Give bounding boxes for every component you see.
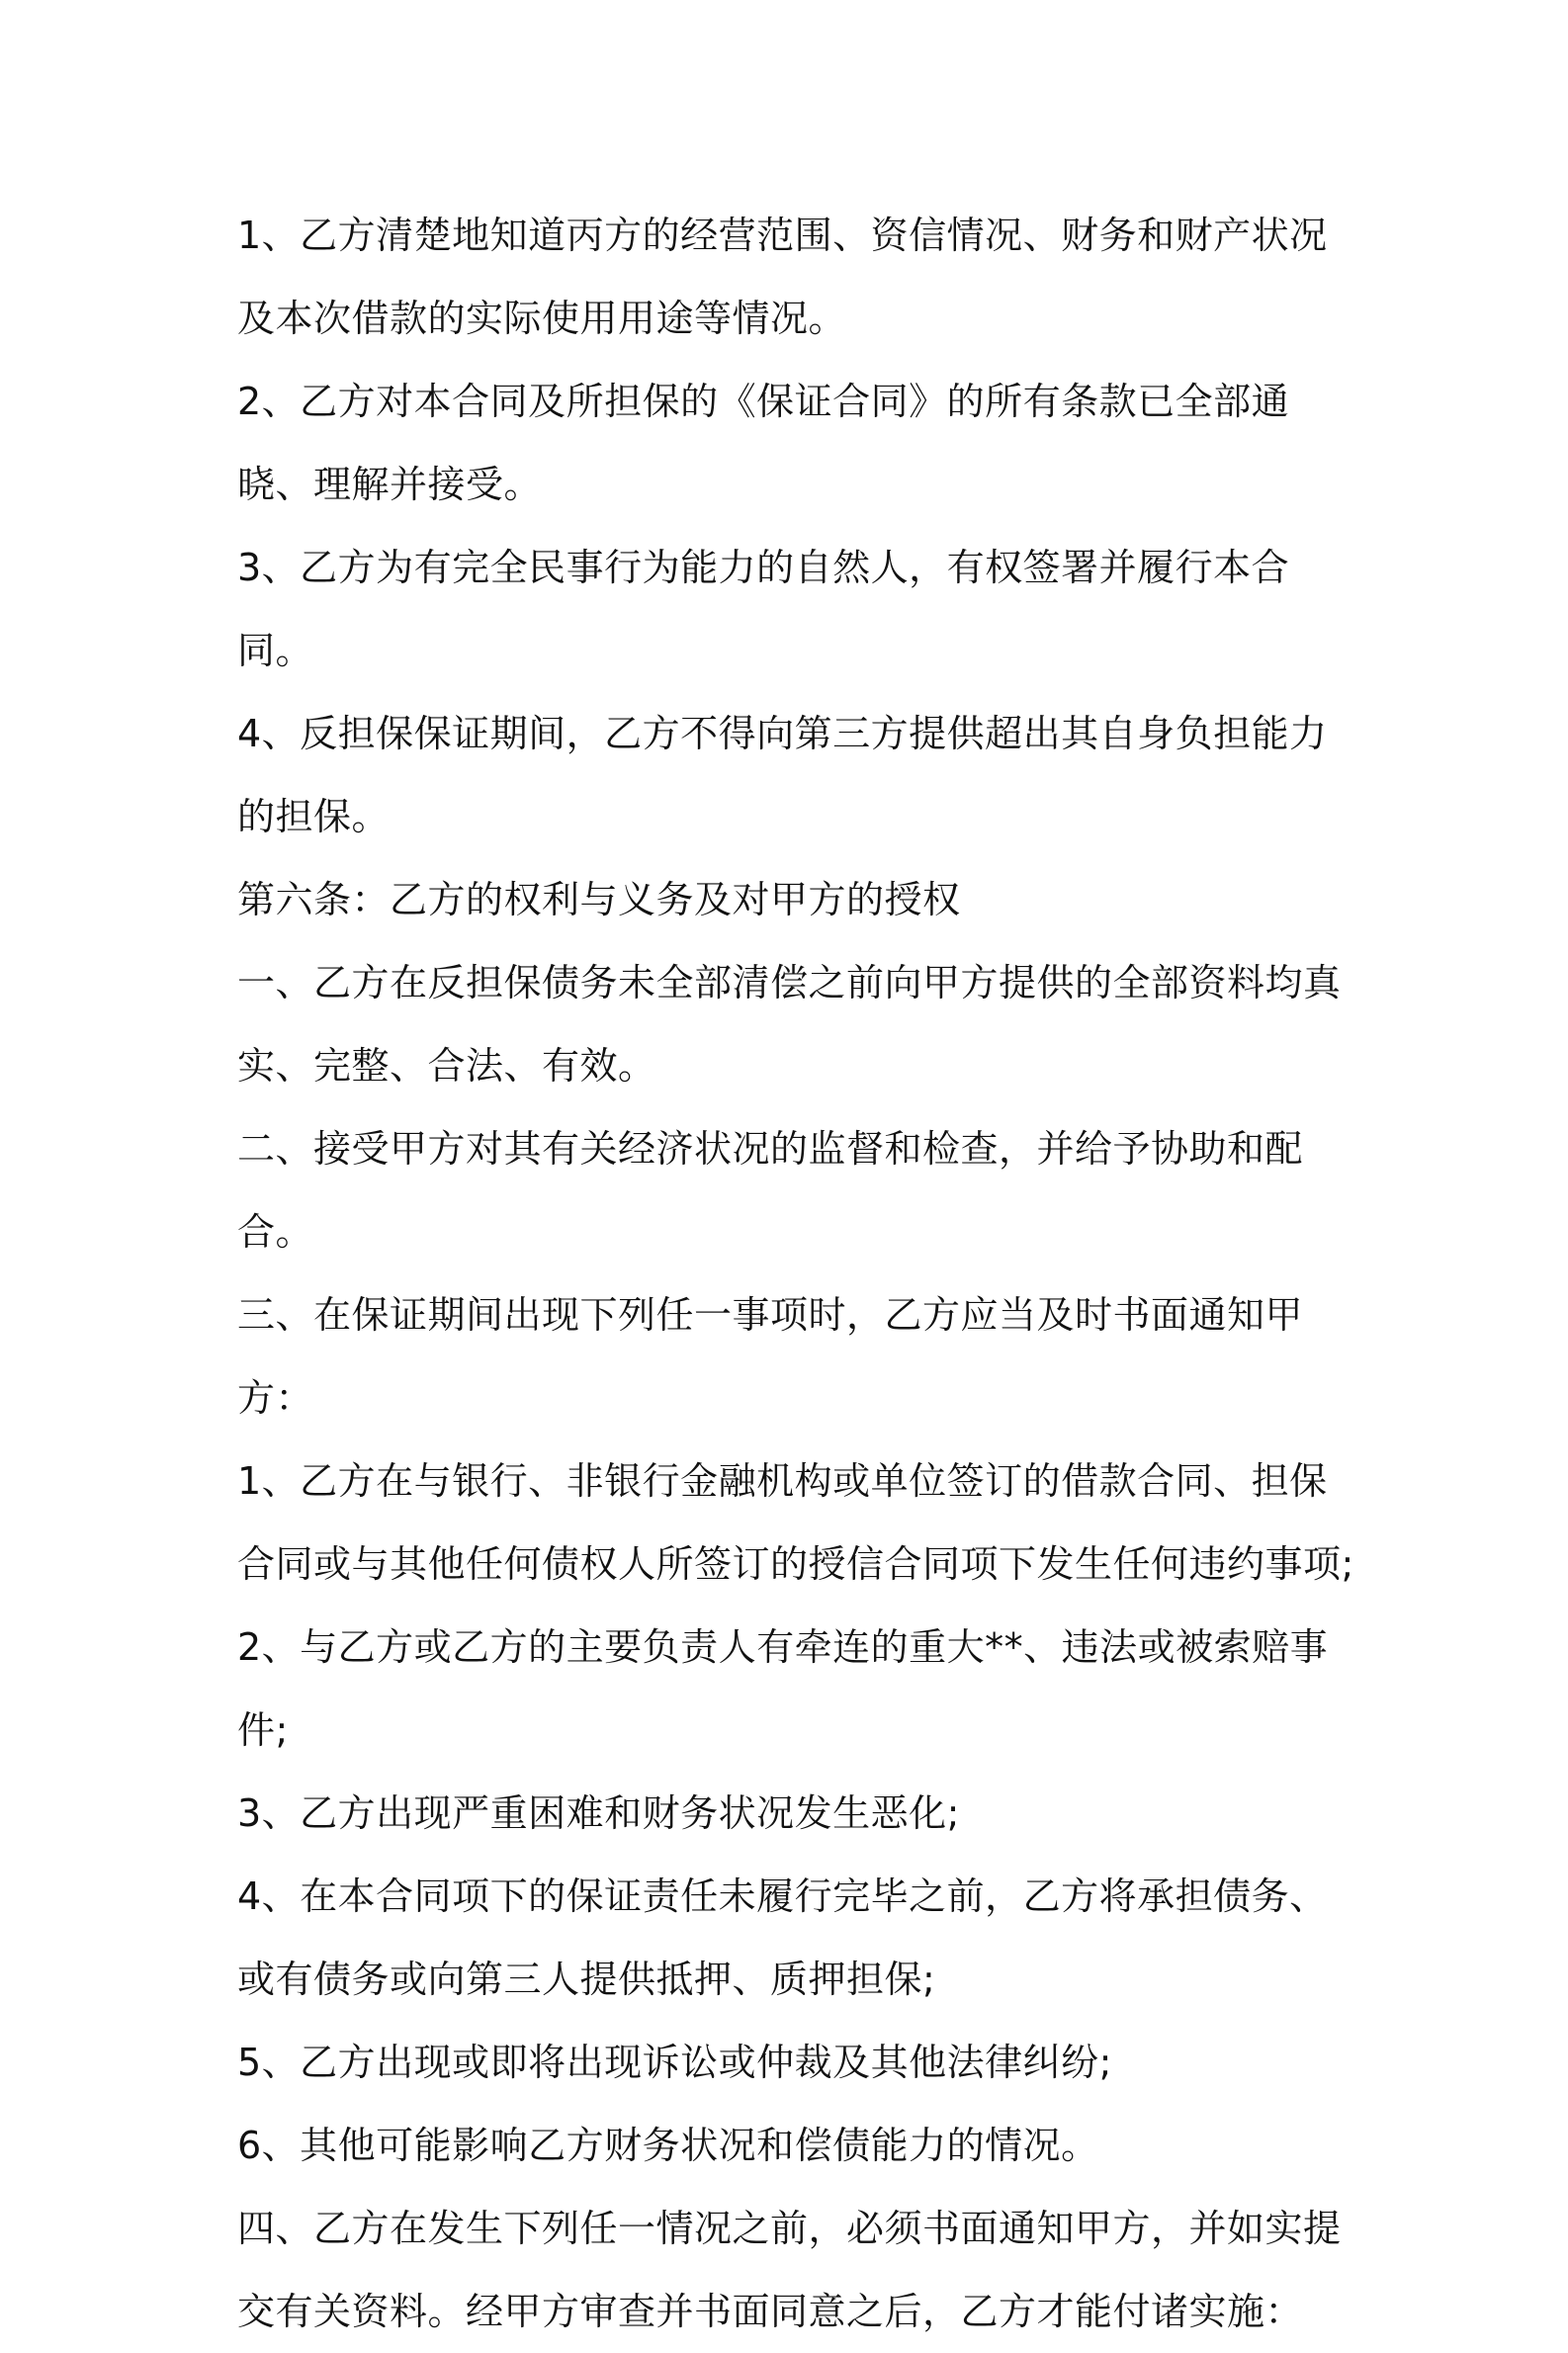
clause-paragraph: 一、乙方在反担保债务未全部清偿之前向甲方提供的全部资料均真实、完整、合法、有效。	[237, 961, 1342, 1088]
clause-paragraph: 1、乙方在与银行、非银行金融机构或单位签订的借款合同、担保合同或与其他任何债权人所签订的授信合同项下发生任何违约事项;	[237, 1459, 1354, 1586]
clause-paragraph: 四、乙方在发生下列任一情况之前，必须书面通知甲方，并如实提交有关资料。经甲方审查并书面同意之后，乙方才能付诸实施：	[237, 2207, 1342, 2333]
clause-paragraph: 6、其他可能影响乙方财务状况和偿债能力的情况。	[237, 2124, 1099, 2167]
clause-paragraph: 3、乙方为有完全民事行为能力的自然人，有权签署并履行本合同。	[237, 546, 1290, 672]
clause-paragraph: 2、乙方对本合同及所担保的《保证合同》的所有条款已全部通晓、理解并接受。	[237, 380, 1290, 506]
clause-paragraph: 5、乙方出现或即将出现诉讼或仲裁及其他法律纠纷;	[237, 2041, 1112, 2084]
clause-paragraph: 三、在保证期间出现下列任一事项时，乙方应当及时书面通知甲方：	[237, 1293, 1304, 1420]
clause-paragraph: 二、接受甲方对其有关经济状况的监督和检查，并给予协助和配合。	[237, 1127, 1304, 1254]
clause-paragraph: 4、反担保保证期间，乙方不得向第三方提供超出其自身负担能力的担保。	[237, 712, 1328, 838]
clause-paragraph: 1、乙方清楚地知道丙方的经营范围、资信情况、财务和财产状况及本次借款的实际使用用途等情况。	[237, 214, 1328, 340]
clause-paragraph: 3、乙方出现严重困难和财务状况发生恶化;	[237, 1791, 960, 1835]
clause-paragraph: 2、与乙方或乙方的主要负责人有牵连的重大**、违法或被索赔事件;	[237, 1625, 1329, 1752]
article-heading: 第六条：乙方的权利与义务及对甲方的授权	[237, 878, 961, 921]
clause-paragraph: 4、在本合同项下的保证责任未履行完毕之前，乙方将承担债务、或有债务或向第三人提供抵押、质押担保;	[237, 1874, 1328, 2001]
document-body	[237, 194, 1364, 2353]
